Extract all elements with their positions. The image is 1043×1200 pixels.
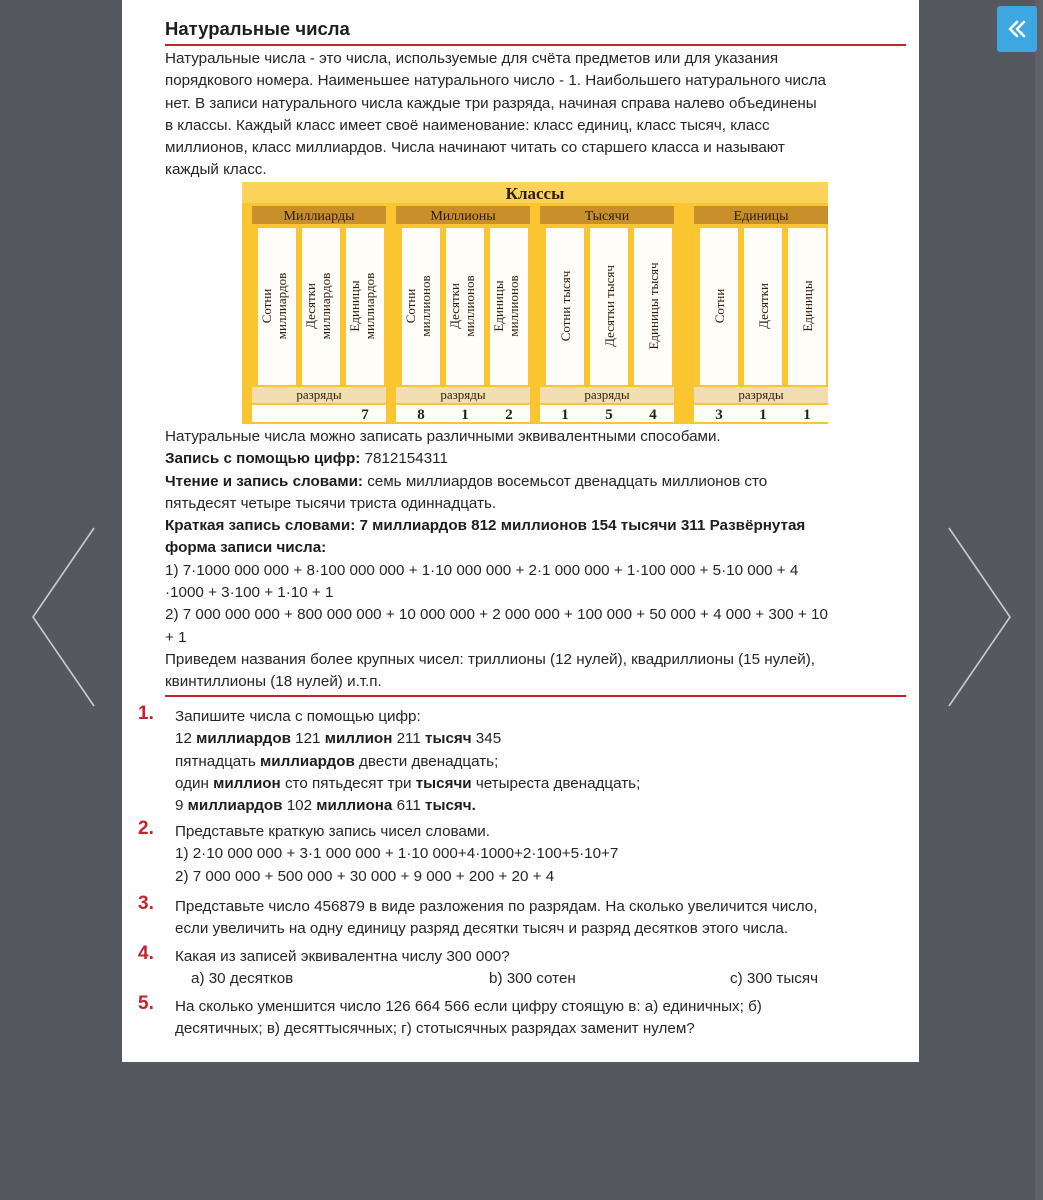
rank-label: Десятки тысяч	[602, 265, 617, 347]
digit: 1	[561, 407, 569, 423]
title-divider	[165, 44, 906, 46]
rank-label: Десятки	[756, 283, 771, 329]
class-name: Миллионы	[430, 209, 496, 224]
exercise-line: Представьте число 456879 в виде разложения по разрядам. На сколько увеличится число,	[175, 898, 818, 915]
body-line: + 1	[165, 628, 187, 646]
exercise-line: десятичных; в) десяттысячных; г) стотысячных разрядах заменит нулем?	[175, 1020, 695, 1038]
digit: 8	[417, 407, 425, 423]
rank-label: Единицы	[800, 280, 815, 332]
class-name: Тысячи	[584, 209, 630, 224]
digit: 1	[461, 407, 469, 423]
next-page-button[interactable]	[943, 525, 1023, 710]
exercise-number: 2.	[138, 818, 154, 839]
digit: 3	[715, 407, 723, 423]
classes-table-figure	[242, 182, 828, 424]
exercise-body	[175, 896, 910, 941]
rank-label: Десятки	[447, 283, 462, 329]
exercise-body	[175, 706, 910, 817]
option-c[interactable]: c) 300 тысяч	[730, 970, 819, 988]
rank-label: Единицы	[347, 280, 362, 332]
option-a[interactable]: а) 30 десятков	[191, 970, 294, 988]
intro-line: миллионов, класс миллиардов. Числа начинают читать со старшего класса и называют	[165, 139, 785, 157]
exercise-line: пятнадцать миллиардов двести двенадцать;	[175, 752, 499, 770]
rank-label: миллиардов	[274, 272, 289, 340]
previous-page-button[interactable]	[28, 525, 108, 710]
ranks-label: разряды	[296, 387, 342, 402]
body-line: 1) 7·1000 000 000 + 8·100 000 000 + 1·10 000 000 + 2·1 000 000 + 1·100 000 + 5·10 000 + 4	[165, 561, 799, 579]
body-line: Краткая запись словами: 7 миллиардов 812 миллионов 154 тысячи 311 Развёрнутая	[165, 517, 806, 535]
exercise-line: 2) 7 000 000 + 500 000 + 30 000 + 9 000 + 200 + 20 + 4	[175, 867, 555, 885]
exercise-line: 9 миллиардов 102 миллиона 611 тысяч.	[175, 797, 476, 815]
ranks-label: разряды	[738, 387, 784, 402]
exercise-prompt: Представьте краткую запись чисел словами.	[175, 823, 491, 840]
exercises-divider	[165, 695, 906, 697]
intro-line: Натуральные числа - это числа, используемые для счёта предметов или для указания	[165, 50, 779, 67]
rank-label: миллиардов	[318, 272, 333, 340]
intro-paragraph	[165, 48, 910, 182]
digit: 1	[759, 407, 767, 423]
exercise-line: 1) 2·10 000 000 + 3·1 000 000 + 1·10 000+4·1000+2·100+5·10+7	[175, 845, 619, 863]
rank-label: Сотни	[403, 288, 418, 324]
digit: 4	[649, 407, 657, 423]
class-name: Миллиарды	[283, 209, 355, 224]
intro-line: порядкового номера. Наименьшее натурального число - 1. Наибольшего натурального числа	[165, 72, 826, 90]
body-line: Запись с помощью цифр: 7812154311	[165, 450, 448, 468]
exercise-prompt: Запишите числа с помощью цифр:	[175, 708, 421, 725]
exercise-body	[175, 821, 910, 888]
exercise-prompt: Какая из записей эквивалентна числу 300 000?	[175, 948, 510, 965]
ranks-label: разряды	[584, 387, 630, 402]
answer-options	[175, 968, 910, 990]
chevron-left-icon	[28, 525, 108, 710]
class-name: Единицы	[733, 209, 789, 224]
body-line: Чтение и запись словами: семь миллиардов восемьсот двенадцать миллионов сто	[165, 472, 768, 490]
exercise-number: 5.	[138, 993, 154, 1014]
table-title: Классы	[505, 184, 565, 203]
intro-line: нет. В записи натурального числа каждые три разряда, начиная справа налево объединены	[165, 94, 817, 112]
rank-label: Десятки	[303, 283, 318, 329]
chevron-right-icon	[943, 525, 1023, 710]
document-page	[122, 0, 919, 1062]
exercise-number: 4.	[138, 943, 154, 964]
collapse-panel-button[interactable]	[997, 6, 1037, 52]
digit: 7	[361, 407, 369, 423]
rank-label: Единицы	[491, 280, 506, 332]
double-chevron-left-icon	[1005, 17, 1029, 41]
classes-table	[242, 182, 828, 424]
rank-label: миллиардов	[362, 272, 377, 340]
rank-label: миллионов	[462, 275, 477, 337]
digit: 1	[803, 407, 811, 423]
exercise-body	[175, 996, 910, 1041]
option-b[interactable]: b) 300 сотен	[489, 970, 576, 988]
exercise-line: На сколько уменшится число 126 664 566 если цифру стоящую в: а) единичных; б)	[175, 998, 762, 1015]
rank-label: Сотни тысяч	[558, 270, 573, 342]
exercise-line: если увеличить на одну единицу разряд десятки тысяч и разряд десятков этого числа.	[175, 920, 789, 938]
body-line: форма записи числа:	[165, 539, 327, 557]
viewer-right-edge	[1035, 0, 1043, 1200]
intro-line: каждый класс.	[165, 161, 267, 179]
body-line: квинтиллионы (18 нулей) и.т.п.	[165, 673, 382, 691]
body-line: ·1000 + 3·100 + 1·10 + 1	[165, 584, 334, 602]
body-line: Приведем названия более крупных чисел: триллионы (12 нулей), квадриллионы (15 нулей),	[165, 650, 815, 668]
digit: 2	[505, 407, 513, 423]
rank-label: Сотни	[259, 288, 274, 324]
exercise-number: 3.	[138, 893, 154, 914]
ranks-label: разряды	[440, 387, 486, 402]
body-line: пятьдесят четыре тысячи триста одиннадцать.	[165, 494, 497, 512]
rank-label: миллионов	[506, 275, 521, 337]
body-line: Натуральные числа можно записать различными эквивалентными способами.	[165, 428, 721, 445]
section-title: Натуральные числа	[165, 18, 350, 39]
exercise-body	[175, 946, 910, 990]
rank-label: Сотни	[712, 288, 727, 324]
notation-section	[165, 426, 910, 694]
rank-label: Единицы тысяч	[646, 262, 661, 350]
exercise-line: один миллион сто пятьдесят три тысячи четыреста двенадцать;	[175, 774, 641, 792]
exercise-number: 1.	[138, 703, 154, 724]
rank-label: миллионов	[418, 275, 433, 337]
digit: 5	[605, 407, 613, 423]
body-line: 2) 7 000 000 000 + 800 000 000 + 10 000 000 + 2 000 000 + 100 000 + 50 000 + 4 000 + 300 + 10	[165, 606, 828, 624]
exercise-line: 12 миллиардов 121 миллион 211 тысяч 345	[175, 730, 502, 748]
intro-line: в классы. Каждый класс имеет своё наименование: класс единиц, класс тысяч, класс	[165, 116, 770, 134]
